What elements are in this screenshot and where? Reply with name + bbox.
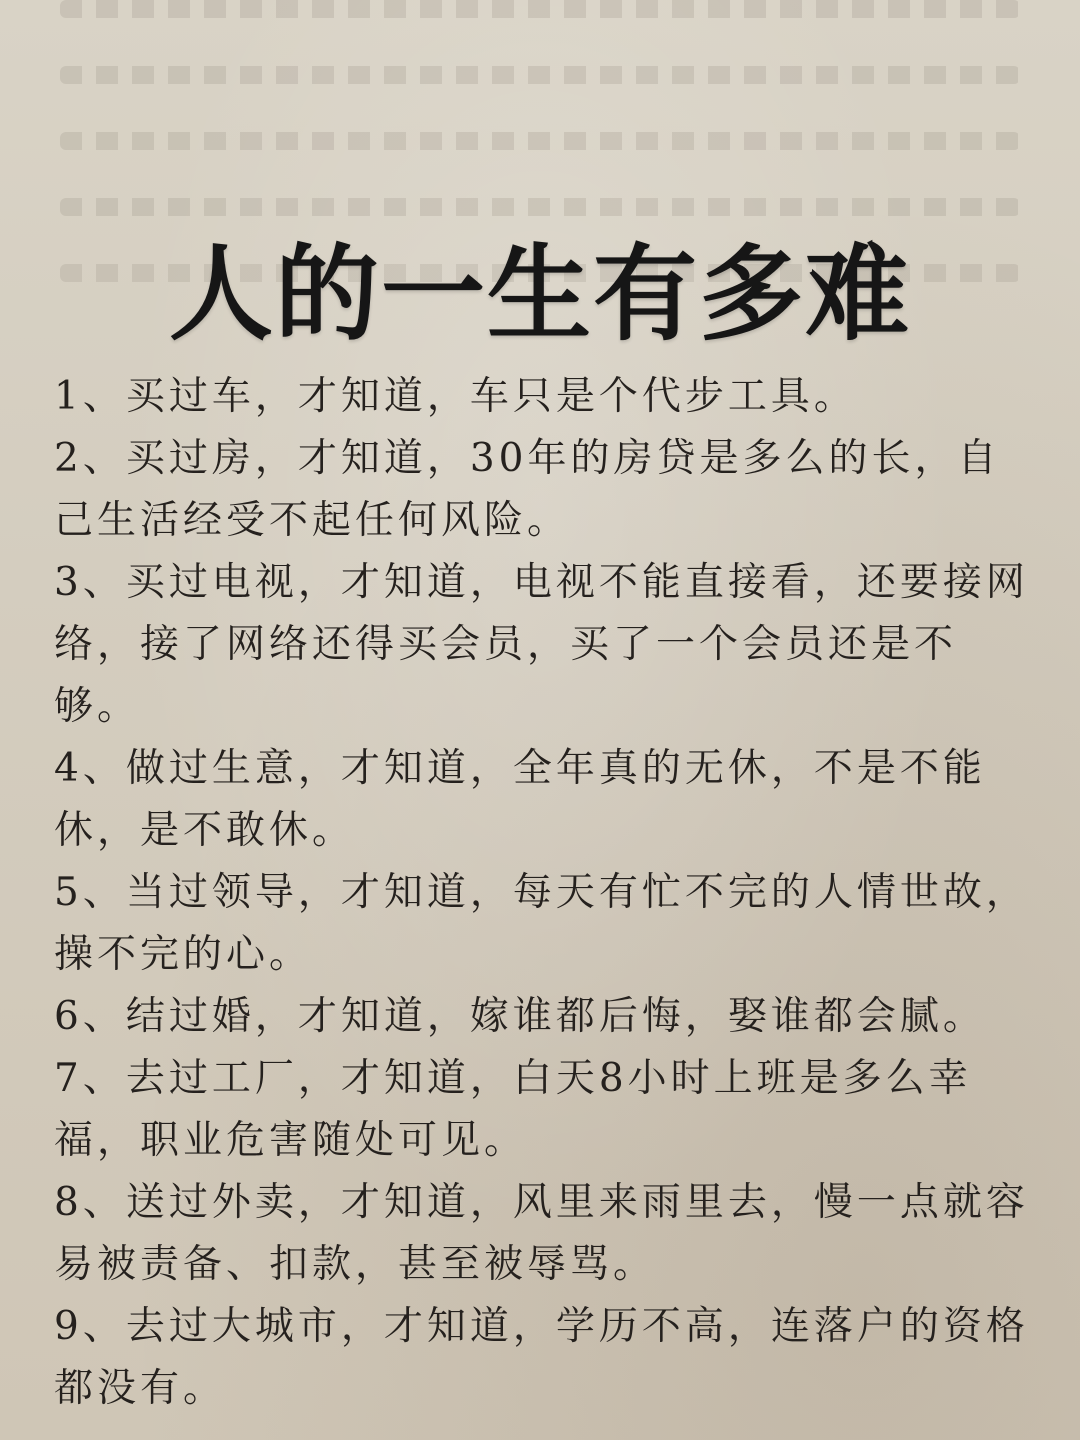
list-item: 6、结过婚，才知道，嫁谁都后悔，娶谁都会腻。 xyxy=(54,994,986,1039)
list-item: 9、去过大城市，才知道，学历不高，连落户的资格都没有。 xyxy=(54,1304,1029,1411)
list-item: 2、买过房，才知道，30年的房贷是多么的长，自己生活经受不起任何风险。 xyxy=(54,436,1001,543)
list-item: 5、当过领导，才知道，每天有忙不完的人情世故，操不完的心。 xyxy=(54,870,1029,977)
list-content xyxy=(54,366,1034,1420)
list-item: 7、去过工厂，才知道，白天8小时上班是多么幸福，职业危害随处可见。 xyxy=(54,1056,972,1163)
list-item: 1、买过车，才知道，车只是个代步工具。 xyxy=(54,374,857,419)
page-title: 人的一生有多难 xyxy=(168,232,911,355)
list-item: 8、送过外卖，才知道，风里来雨里去，慢一点就容易被责备、扣款，甚至被辱骂。 xyxy=(54,1180,1029,1287)
list-item: 4、做过生意，才知道，全年真的无休，不是不能休，是不敢休。 xyxy=(54,746,986,853)
list-item: 3、买过电视，才知道，电视不能直接看，还要接网络，接了网络还得买会员，买了一个会员还是不够。 xyxy=(54,560,1029,729)
